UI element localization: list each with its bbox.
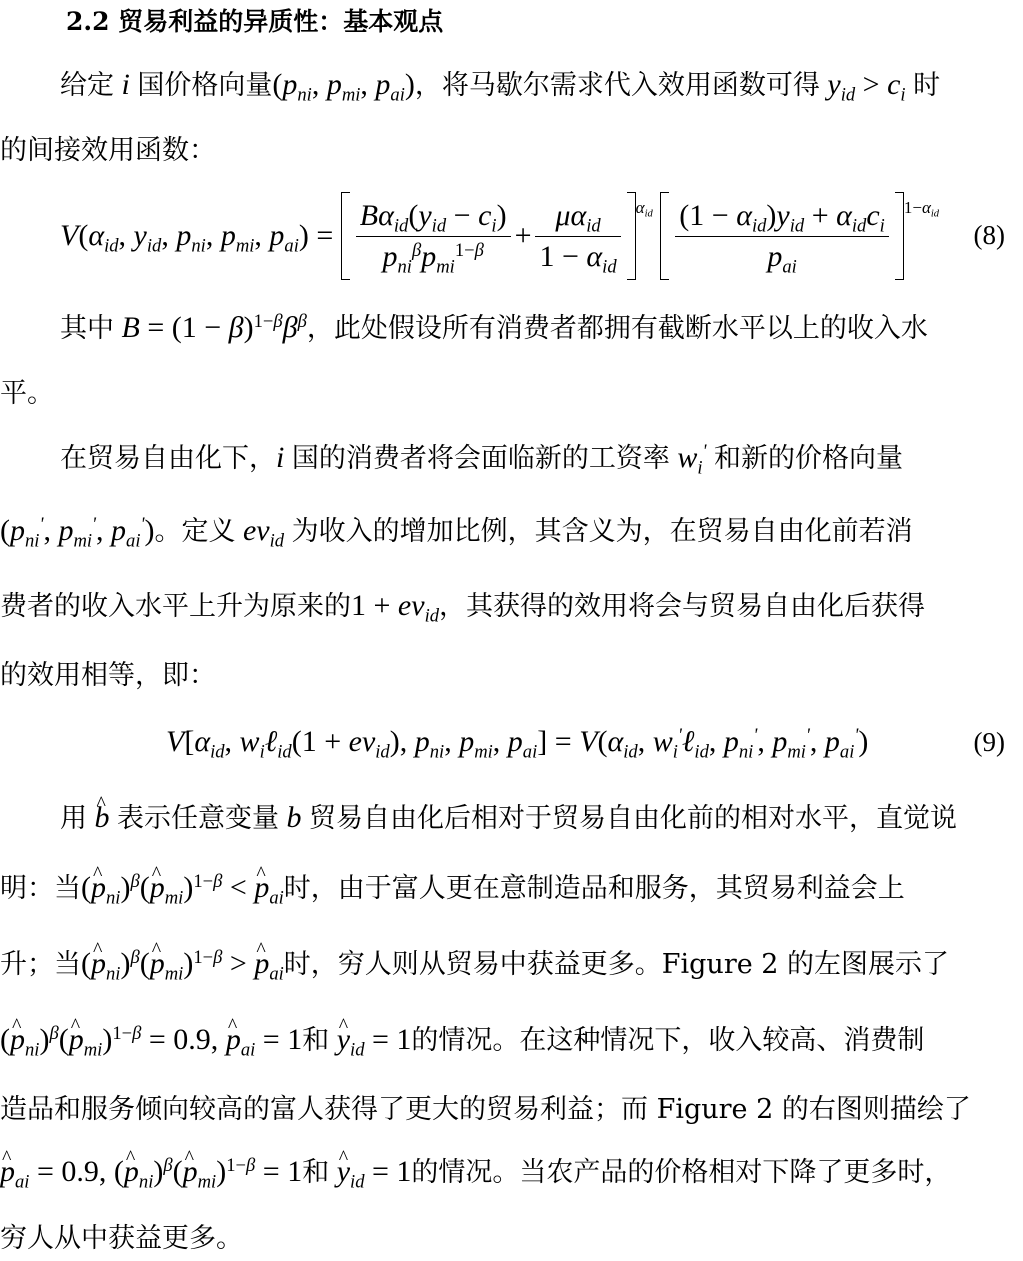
paragraph-3-line-1: 在贸易自由化下，i 国的消费者将会面临新的工资率 $w_i'$ 和新的价格向量 xyxy=(60,440,904,479)
equation-8-body: $V(\alpha_{id}$, $y_{id}$, $p_{ni}$, $p_{mi}$, $p_{ai}$) = $\frac{B\alpha_{id}(y_{id} - c_i)}{p_{ni}^\beta p_{mi}^{1-\beta}}$ + $\frac{\mu\alpha_{id}}{1 - \alpha_{id}}$ $\alpha_{id}$ $\frac{(1 - \alpha_{id})y_{id} + \alpha_{id}c_i}{p_{ai}}$ $1-\alpha_{id}$ xyxy=(60,192,939,280)
paragraph-3-line-3: 费者的收入水平上升为原来的$1 + ev_{id}$，其获得的效用将会与贸易自由化后获得 xyxy=(0,589,926,627)
equation-9-number: (9) xyxy=(973,727,1005,757)
paragraph-4-line-1: 用 ^ b 表示任意变量 b 贸易自由化后相对于贸易自由化前的相对水平，直觉说 xyxy=(60,798,1023,839)
equation-9 xyxy=(0,720,1023,764)
paragraph-4-line-4: (^ $p_{ni})^\beta(\^{}$ $p_{mi})^{1-\beta} = 0.9$, ^ $p_{ai} = 1$和 ^ $y_{id} = 1$的情况。在这种情况下，收入较高、消费制 xyxy=(0,1020,1023,1061)
paragraph-4-line-2: 明：当(^ $p_{ni})^\beta(\^{}$ $p_{mi})^{1-\beta}$ < ^ $p_{ai}$时，由于富人更在意制造品和服务，其贸易利益会上 xyxy=(0,868,1023,909)
paragraph-3-line-4: 的效用相等，即： xyxy=(0,660,216,691)
paragraph-1-line-2: 的间接效用函数： xyxy=(0,135,216,166)
paragraph-1-line-1: 给定 i 国价格向量($p_{ni}$, $p_{mi}$, $p_{ai}$)，将马歇尔需求代入效用函数可得 $y_{id} > c_i$ 时 xyxy=(60,68,941,106)
equation-8 xyxy=(0,190,1023,280)
paragraph-2-line-1: 其中 $B = (1 - \beta)^{1-\beta}\beta^\beta$，此处假设所有消费者都拥有截断水平以上的收入水 xyxy=(60,310,928,344)
section-heading: 2.2 贸易利益的异质性：基本观点 xyxy=(66,7,444,36)
equation-8-number: (8) xyxy=(973,220,1005,250)
paragraph-3-line-2: ($p_{ni}'$, $p_{mi}'$, $p_{ai}'$)。定义 $ev_{id}$ 为收入的增加比例，其含义为，在贸易自由化前若消 xyxy=(0,513,913,552)
paragraph-4-line-6: ^ $p_{ai} = 0.9$, (^ $p_{ni})^\beta(\^{}$ $p_{mi})^{1-\beta} = 1$和 ^ $y_{id} = 1$的情况。当农产品的价格相对下降了更多时， xyxy=(0,1152,1023,1193)
paragraph-4-line-3: 升；当(^ $p_{ni})^\beta(\^{}$ $p_{mi})^{1-\beta}$ > ^ $p_{ai}$时，穷人则从贸易中获益更多。Figure 2 的左图展示了 xyxy=(0,944,1023,985)
equation-9-body: $V[\alpha_{id}$, $w_i\ell_{id}(1 + ev_{id})$, $p_{ni}$, $p_{mi}$, $p_{ai}] = V(\alpha_{id}$, $w_i'\ell_{id}$, $p_{ni}'$, $p_{mi}'$, $p_{ai}'$) xyxy=(166,724,869,763)
paragraph-4-line-5: 造品和服务倾向较高的富人获得了更大的贸易利益；而 Figure 2 的右图则描绘了 xyxy=(0,1094,971,1125)
paragraph-4-line-7: 穷人从中获益更多。 xyxy=(0,1223,243,1254)
paragraph-2-line-2: 平。 xyxy=(0,378,54,409)
